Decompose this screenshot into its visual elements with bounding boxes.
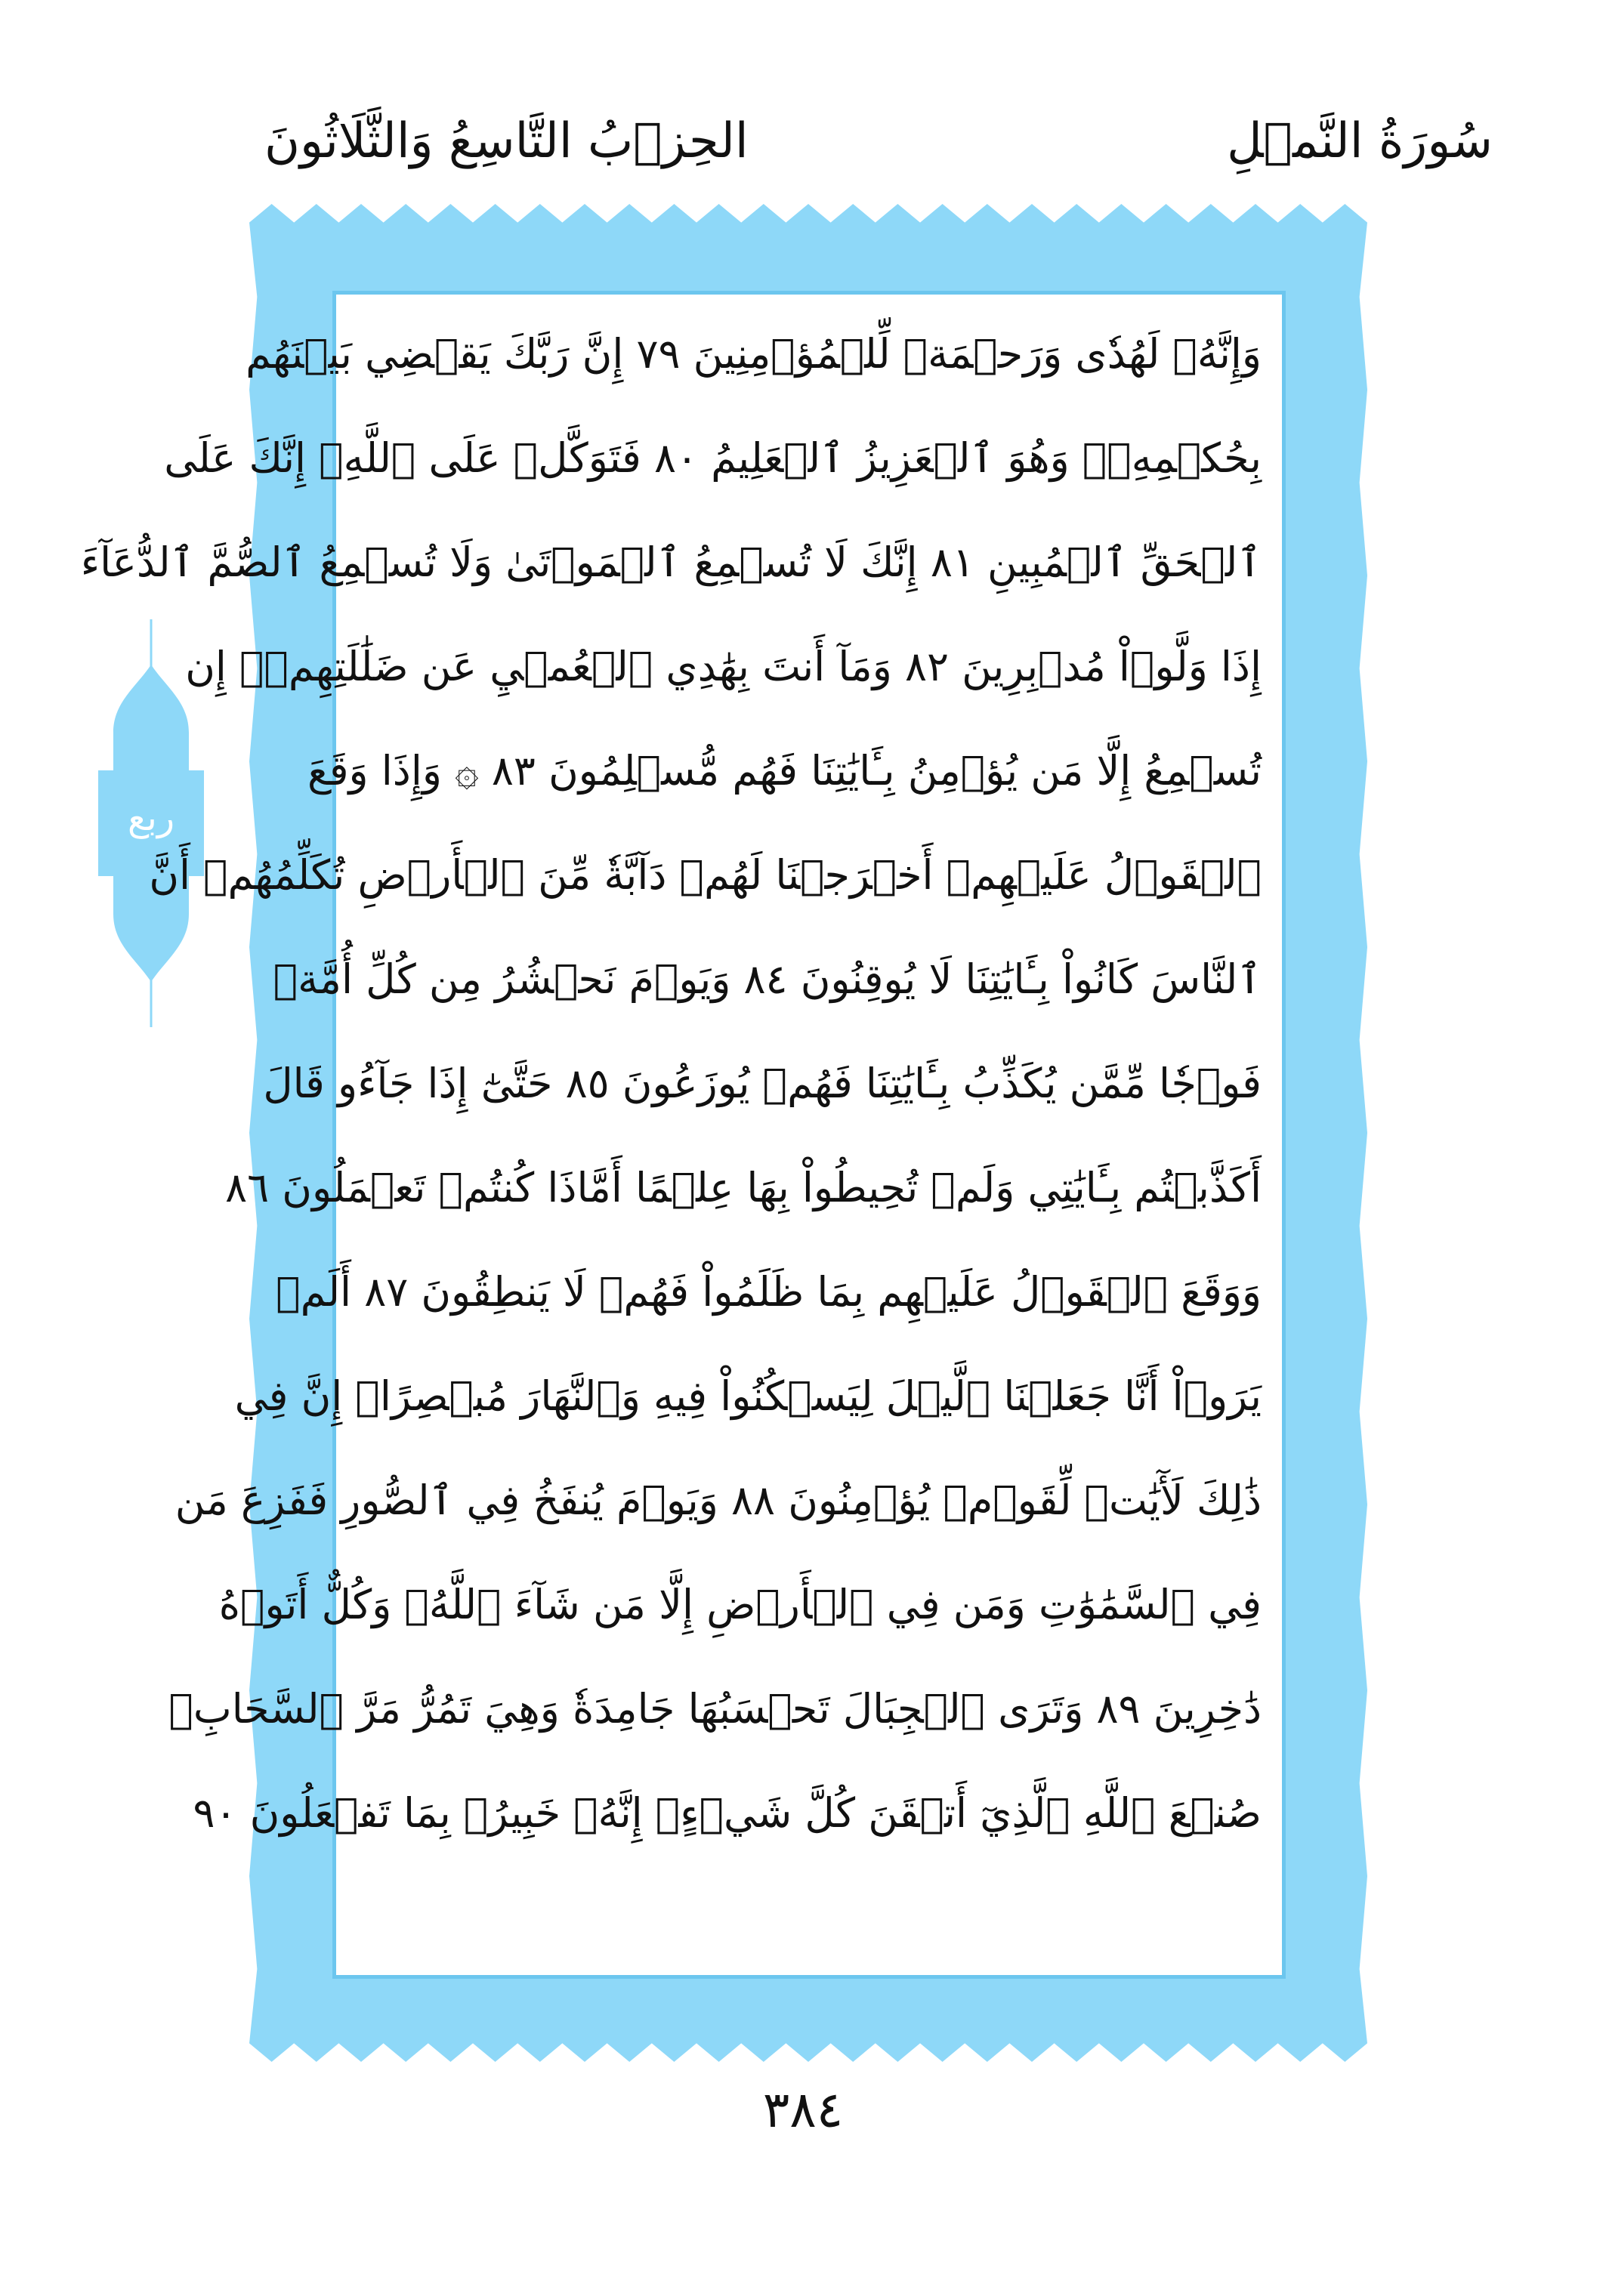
text-line: ذَٰلِكَ لَأٓيَٰتٖ لِّقَوۡمٖ يُؤۡمِنُونَ ٨٨ وَيَوۡمَ يُنفَخُ فِي ٱلصُّورِ فَفَزِعَ مَن (174, 1477, 1262, 1524)
text-line: أَكَذَّبۡتُم بِـَٔايَٰتِي وَلَمۡ تُحِيطُواْ بِهَا عِلۡمًا أَمَّاذَا كُنتُمۡ تَعۡمَلُونَ ٨٦ (225, 1164, 1262, 1211)
text-line: تُسۡمِعُ إِلَّا مَن يُؤۡمِنُ بِـَٔايَٰتِنَا فَهُم مُّسۡلِمُونَ ٨٣ ۞ وَإِذَا وَقَعَ (307, 747, 1262, 795)
text-line: ٱلنَّاسَ كَانُواْ بِـَٔايَٰتِنَا لَا يُوقِنُونَ ٨٤ وَيَوۡمَ نَحۡشُرُ مِن كُلِّ أُمَّةٖ (273, 955, 1262, 1003)
text-line: ٱلۡحَقِّ ٱلۡمُبِينِ ٨١ إِنَّكَ لَا تُسۡمِعُ ٱلۡمَوۡتَىٰ وَلَا تُسۡمِعُ ٱلصُّمَّ ٱلدُّعَآءَ (80, 539, 1262, 586)
text-line: بِحُكۡمِهِۦۚ وَهُوَ ٱلۡعَزِيزُ ٱلۡعَلِيمُ ٨٠ فَتَوَكَّلۡ عَلَى ٱللَّهِۖ إِنَّكَ عَلَى (164, 434, 1262, 482)
rub-label: ربع (127, 797, 175, 839)
text-line: دَٰخِرِينَ ٨٩ وَتَرَى ٱلۡجِبَالَ تَحۡسَبُهَا جَامِدَةٗ وَهِيَ تَمُرُّ مَرَّ ٱلسَّحَابِۚ (168, 1685, 1262, 1733)
text-line: صُنۡعَ ٱللَّهِ ٱلَّذِيٓ أَتۡقَنَ كُلَّ شَيۡءٍۚ إِنَّهُۥ خَبِيرُۢ بِمَا تَفۡعَلُونَ ٩٠ (193, 1789, 1262, 1837)
text-line: فِي ٱلسَّمَٰوَٰتِ وَمَن فِي ٱلۡأَرۡضِ إِلَّا مَن شَآءَ ٱللَّهُۚ وَكُلٌّ أَتَوۡهُ (218, 1581, 1262, 1628)
text-line: يَرَوۡاْ أَنَّا جَعَلۡنَا ٱلَّيۡلَ لِيَسۡكُنُواْ فِيهِ وَٱلنَّهَارَ مُبۡصِرًاۚ إِنَّ فِي (234, 1372, 1262, 1420)
text-line: وَوَقَعَ ٱلۡقَوۡلُ عَلَيۡهِم بِمَا ظَلَمُواْ فَهُمۡ لَا يَنطِقُونَ ٨٧ أَلَمۡ (276, 1268, 1262, 1316)
text-line: فَوۡجٗا مِّمَّن يُكَذِّبُ بِـَٔايَٰتِنَا فَهُمۡ يُوزَعُونَ ٨٥ حَتَّىٰٓ إِذَا جَآءُو قَالَ (263, 1060, 1262, 1107)
text-line: ٱلۡقَوۡلُ عَلَيۡهِمۡ أَخۡرَجۡنَا لَهُمۡ دَآبَّةٗ مِّنَ ٱلۡأَرۡضِ تُكَلِّمُهُمۡ أَنَّ (149, 851, 1262, 899)
juz-label: الحِزۡبُ التَّاسِعُ وَالثَّلَاثُونَ (264, 113, 749, 169)
page-number: ٣٨٤ (762, 2081, 844, 2139)
text-line: إِذَا وَلَّوۡاْ مُدۡبِرِينَ ٨٢ وَمَآ أَنتَ بِهَٰدِي ٱلۡعُمۡيِ عَن ضَلَٰلَتِهِمۡۖ إِن (185, 643, 1262, 690)
text-line: وَإِنَّهُۥ لَهُدٗى وَرَحۡمَةٞ لِّلۡمُؤۡمِنِينَ ٧٩ إِنَّ رَبَّكَ يَقۡضِي بَيۡنَهُم (246, 330, 1262, 378)
surah-name: سُورَةُ النَّمۡلِ (1227, 113, 1493, 169)
